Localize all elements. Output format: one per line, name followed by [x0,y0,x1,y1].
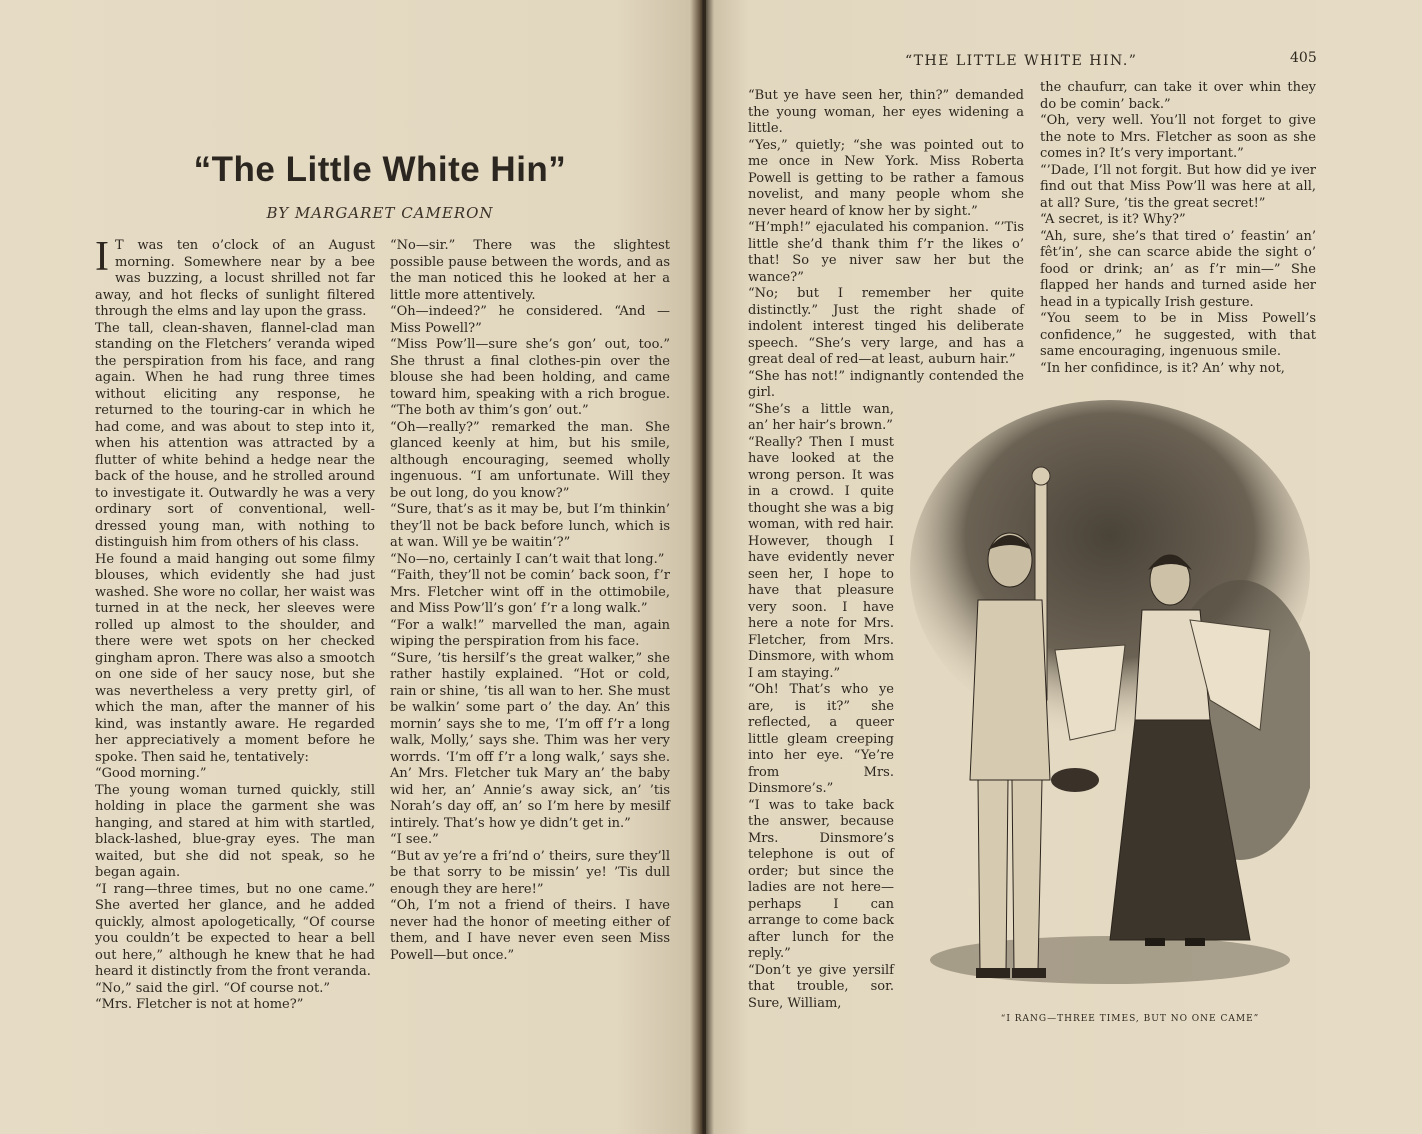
paragraph: “She has not!” indignantly contended the girl. [748,368,1024,400]
illustration-caption: “I RANG—THREE TIMES, BUT NO ONE CAME” [1000,1014,1260,1024]
paragraph: “Oh, I’m not a friend of theirs. I have never had the honor of meeting either of them, and I have never even seen Miss Powell—but once.” [390,898,670,963]
paragraph: “She’s a little wan, an’ her hair’s brown.” [748,401,894,433]
paragraph: “In her confidince, is it? An’ why not, [1040,360,1285,376]
paragraph: “Sure, ’tis hersilf’s the great walker,” she rather hastily explained. “Hot or cold, rain or shine, ’tis all wan to her. She must be walkin’ some part o’ the day. An’ this mornin’ says she to me, ‘I’m off f’r a long walk, Molly,’ says she. Thim was her very worrds. ‘I’m off f’r a long walk,’ says she. An’ Mrs. Fletcher tuk Mary an’ the baby wid her, an’ Annie’s away sick, an’ ’tis Norah’s day off, an’ so I’m here by mesilf intirely. That’s how ye didn’t get in.” [390,650,670,831]
page-number: 405 [1290,50,1317,66]
book-gutter [690,0,714,1134]
paragraph: “I see.” [390,832,439,847]
left-page [0,0,700,1134]
paragraph: “’Dade, I’ll not forgit. But how did ye iver find out that Miss Pow’ll was here at all, at all? Sure, ’tis the great secret!” [1040,162,1316,211]
paragraph: “Ah, sure, she’s that tired o’ feastin’ an’ fêt’in’, she can scarce abide the sight o’ food or drink; an’ as f’r min—” She flapped her hands and turned aside her head in a typically Irish gesture. [1040,228,1316,310]
story-title: “The Little White Hin” [193,150,567,189]
drop-cap: I [95,234,109,280]
paragraph: “No; but I remember her quite distinctly.” Just the right shade of indolent interest tinged his deliberate speech. “She’s very large, and has a great deal of red—at least, auburn hair.” [748,286,1024,367]
paragraph: “H’mph!” ejaculated his companion. “’Tis little she’d thank thim f’r the likes o’ that! So ye niver saw her but the wance?” [748,220,1024,285]
byline: BY MARGARET CAMERON [266,204,494,222]
paragraph: “Don’t ye give yersilf that trouble, sor. Sure, William, [748,962,894,1011]
paragraph: He found a maid hanging out some filmy blouses, which evidently she had just washed. She wore no collar, her waist was turned in at the neck, her sleeves were rolled up almost to the shoulder, and there were wet spots on her checked gingham apron. There was also a smootch on one side of her saucy nose, but she was nevertheless a very pretty girl, of which the man, after the manner of his kind, was instantly aware. He regarded her appreciatively a moment before he spoke. Then said he, tentatively: [95,551,375,765]
narrow-text-block [748,402,894,1013]
paragraph: “But av ye’re a fri’nd o’ theirs, sure they’ll be that sorry to be missin’ ye! ’Tis dull enough they are here!” [390,848,670,897]
paragraph: “Mrs. Fletcher is not at home?” [95,997,304,1012]
running-head: “THE LITTLE WHITE HIN.” [905,53,1138,69]
illustration-man-and-maid [910,400,1310,1000]
paragraph: “Yes,” quietly; “she was pointed out to me once in New York. Miss Roberta Powell is getting to be rather a famous novelist, and many people whom she never heard of know her by sight.” [748,137,1024,219]
paragraph: “A secret, is it? Why?” [1040,212,1186,227]
paragraph: “Oh—indeed?” he considered. “And —Miss Powell?” [390,304,670,336]
paragraph: “Oh—really?” remarked the man. She glanced keenly at him, but his smile, although encouraging, seemed wholly ingenuous. “I am unfortunate. Will they be out long, do you know?” [390,419,670,501]
paragraph: “Really? Then I must have looked at the wrong person. It was in a crowd. I quite thought she was a big woman, with red hair. However, though I have evidently never seen her, I hope to have that pleasure very soon. I have here a note for Mrs. Fletcher, from Mrs. Dinsmore, with whom I am staying.” [748,434,894,681]
paragraph: “No,” said the girl. “Of course not.” [95,980,330,996]
column-4 [1040,80,1316,377]
paragraph: “Faith, they’ll not be comin’ back soon, f’r Mrs. Fletcher wint off in the ottimobile, and Miss Pow’ll’s gon’ f’r a long walk.” [390,568,670,616]
paragraph: “Oh, very well. You’ll not forget to give the note to Mrs. Fletcher as soon as she comes in? It’s very important.” [1040,113,1316,161]
column-2 [390,238,670,964]
paragraph: “I was to take back the answer, because Mrs. Dinsmore’s telephone is out of order; but since the ladies are not here—perhaps I can arrange to come back after lunch for the reply.” [748,797,894,961]
paragraph: “But ye have seen her, thin?” demanded the young woman, her eyes widening a little. [748,88,1024,136]
paragraph: “Oh! That’s who ye are, is it?” she reflected, a queer little gleam creeping into her eye. “Ye’re from Mrs. Dinsmore’s.” [748,682,894,796]
paragraph: “No—no, certainly I can’t wait that long.” [390,551,665,567]
post-finial [1032,467,1050,485]
paragraph: I T was ten o’clock of an August morning. Somewhere near by a bee was buzzing, a locust shrilled not far away, and hot flecks of sunlight filtered through the elms and lay upon the grass. [95,234,375,319]
paragraph: “You seem to be in Miss Powell’s confidence,” he suggested, with that same encouraging, ingenuous smile. [1040,311,1316,359]
paragraph: “Good morning.” [95,766,207,781]
paragraph: “I rang—three times, but no one came.” She averted her glance, and he added quickly, almost apologetically, “Of course you couldn’t be expected to hear a bell out here,” although he knew that he had heard it distinctly from the front veranda. [95,881,375,979]
paragraph: “No—sir.” There was the slightest possible pause between the words, and as the man noticed this he looked at her a little more attentively. [390,238,670,303]
paragraph: The young woman turned quickly, still holding in place the garment she was hanging, and stared at him with startled, black-lashed, blue-gray eyes. The man waited, but she did not speak, so he began again. [95,782,375,880]
column-1 [95,234,375,1014]
paragraph: “Miss Pow’ll—sure she’s gon’ out, too.” She thrust a final clothes-pin over the blouse she had been holding, and came toward him, speaking with a rich brogue. “The both av thim’s gon’ out.” [390,337,670,418]
paragraph: “For a walk!” marvelled the man, again wiping the perspiration from his face. [390,617,670,649]
paragraph: “Sure, that’s as it may be, but I’m thinkin’ they’ll not be back before lunch, which is at wan. Will ye be waitin’?” [390,502,670,550]
paragraph: the chaufurr, can take it over whin they do be comin’ back.” [1040,80,1316,112]
paragraph: The tall, clean-shaven, flannel-clad man standing on the Fletchers’ veranda wiped the perspiration from his face, and rang again. When he had rung three times without eliciting any response, he returned to the touring-car in which he had come, and was about to step into it, when his attention was attracted by a flutter of white behind a hedge near the back of the house, and he strolled around to investigate it. Outwardly he was a very ordinary sort of conventional, well-dressed young man, with nothing to distinguish him from others of his class. [95,320,375,550]
